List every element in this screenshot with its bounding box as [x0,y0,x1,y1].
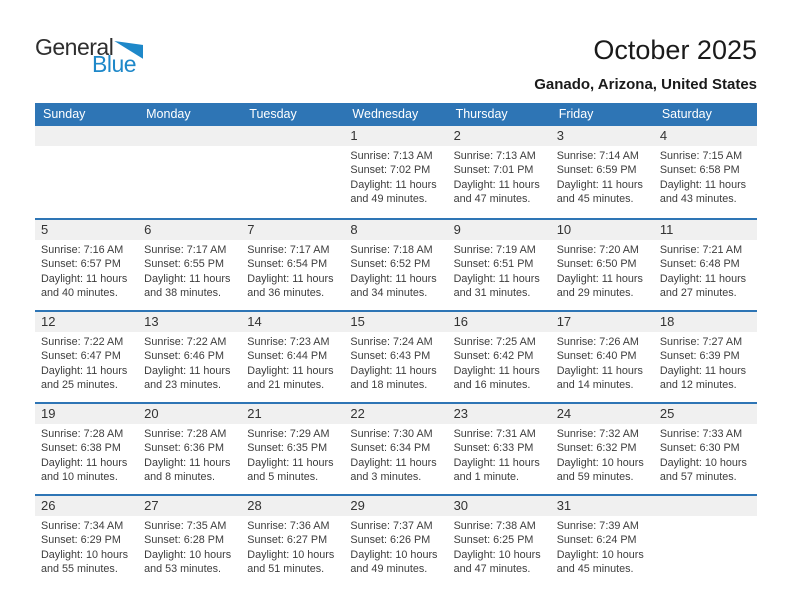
day-number: 24 [556,406,572,421]
empty-day-number [138,126,241,146]
sunset-text: Sunset: 6:47 PM [41,350,121,363]
daylight-text: Daylight: 10 hours [144,548,232,561]
day-number-strip [35,126,757,146]
day-number: 31 [556,498,572,513]
day-cell [35,516,138,586]
day-number: 23 [453,406,469,421]
daylight-text-continued: and 1 minute. [453,471,519,484]
day-cell [344,424,447,494]
logo-text-blue: Blue [92,51,137,77]
sunrise-text: Sunrise: 7:26 AM [556,336,639,348]
day-number: 13 [144,314,159,329]
day-number: 28 [247,498,262,513]
sunset-text: Sunset: 6:35 PM [247,442,328,455]
daylight-text: Daylight: 11 hours [659,178,747,191]
day-details-strip [35,332,757,402]
empty-day-number [654,496,757,516]
day-cell [344,146,447,216]
sunset-text: Sunset: 6:48 PM [659,258,740,271]
daylight-text: Daylight: 10 hours [556,548,644,561]
day-number: 9 [453,222,461,237]
daylight-text: Daylight: 10 hours [350,548,438,561]
daylight-text: Daylight: 11 hours [247,364,334,377]
sunrise-text: Sunrise: 7:17 AM [144,244,227,256]
sunset-text: Sunset: 6:29 PM [41,534,121,547]
week-row [35,402,757,494]
sunrise-text: Sunrise: 7:36 AM [247,520,330,532]
day-number: 20 [144,406,159,421]
day-number: 5 [41,222,49,237]
weekday-wednesday: Wednesday [352,107,419,121]
daylight-text-continued: and 45 minutes. [556,563,634,576]
sunrise-text: Sunrise: 7:20 AM [556,244,639,256]
sunrise-text: Sunrise: 7:38 AM [453,520,536,532]
daylight-text: Daylight: 11 hours [41,272,128,285]
daylight-text-continued: and 55 minutes. [41,563,118,576]
sunrise-text: Sunrise: 7:15 AM [659,150,743,162]
title-block [534,36,757,93]
sunrise-text: Sunrise: 7:28 AM [144,428,227,440]
day-details-strip [35,240,757,310]
logo-text-general: General [35,34,114,60]
day-number: 4 [659,128,668,143]
day-cell [138,516,241,586]
sunrise-text: Sunrise: 7:39 AM [556,520,639,532]
sunset-text: Sunset: 7:01 PM [453,164,534,177]
empty-day-cell [35,146,138,216]
sunset-text: Sunset: 6:51 PM [453,258,534,271]
page-title: October 2025 [593,35,757,65]
empty-day-cell [654,516,757,586]
day-number: 3 [556,128,564,143]
sunset-text: Sunset: 6:44 PM [247,350,328,363]
day-cell [448,146,551,216]
daylight-text: Daylight: 11 hours [556,364,643,377]
day-cell [35,240,138,310]
daylight-text: Daylight: 11 hours [453,178,540,191]
sunrise-text: Sunrise: 7:13 AM [350,150,433,162]
day-details-strip [35,424,757,494]
daylight-text: Daylight: 11 hours [41,456,128,469]
day-cell [138,424,241,494]
day-details-strip [35,146,757,216]
page-header [0,0,792,103]
weekday-monday: Monday [146,107,191,121]
weekday-friday: Friday [558,107,594,121]
week-row [35,218,757,310]
sunrise-text: Sunrise: 7:18 AM [350,244,433,256]
sunset-text: Sunset: 6:55 PM [144,258,224,271]
page-subtitle: Ganado, Arizona, United States [534,75,757,93]
daylight-text: Daylight: 11 hours [659,272,747,285]
day-cell [448,240,551,310]
weekday-sunday: Sunday [43,107,86,121]
day-cell [241,240,344,310]
day-cell [138,332,241,402]
day-number: 10 [556,222,572,237]
daylight-text-continued: and 53 minutes. [144,563,221,576]
daylight-text-continued: and 12 minutes. [659,379,737,392]
weekday-thursday: Thursday [455,107,508,121]
empty-day-cell [241,146,344,216]
sunrise-text: Sunrise: 7:14 AM [556,150,639,162]
day-number: 8 [350,222,358,237]
sunrise-text: Sunrise: 7:31 AM [453,428,536,440]
calendar-grid [35,126,757,586]
sunset-text: Sunset: 7:02 PM [350,164,431,177]
daylight-text-continued: and 47 minutes. [453,193,531,206]
daylight-text: Daylight: 11 hours [350,456,437,469]
daylight-text: Daylight: 10 hours [453,548,541,561]
day-number: 26 [41,498,56,513]
empty-day-cell [138,146,241,216]
sunrise-text: Sunrise: 7:37 AM [350,520,433,532]
sunrise-text: Sunrise: 7:28 AM [41,428,124,440]
day-cell [35,332,138,402]
day-cell [448,332,551,402]
sunrise-text: Sunrise: 7:25 AM [453,336,536,348]
sunrise-text: Sunrise: 7:24 AM [350,336,433,348]
daylight-text-continued: and 38 minutes. [144,287,221,300]
daylight-text: Daylight: 11 hours [659,364,747,377]
sunrise-text: Sunrise: 7:21 AM [659,244,743,256]
daylight-text: Daylight: 11 hours [144,456,231,469]
sunset-text: Sunset: 6:52 PM [350,258,431,271]
daylight-text-continued: and 51 minutes. [247,563,325,576]
sunset-text: Sunset: 6:40 PM [556,350,637,363]
week-row [35,494,757,586]
daylight-text: Daylight: 10 hours [556,456,644,469]
daylight-text-continued: and 59 minutes. [556,471,634,484]
day-cell [654,424,757,494]
daylight-text-continued: and 16 minutes. [453,379,531,392]
weekday-header [35,103,757,126]
day-number: 25 [659,406,675,421]
sunrise-text: Sunrise: 7:33 AM [659,428,743,440]
sunset-text: Sunset: 6:34 PM [350,442,431,455]
day-number: 18 [659,314,675,329]
daylight-text-continued: and 5 minutes. [247,471,319,484]
sunset-text: Sunset: 6:36 PM [144,442,224,455]
daylight-text: Daylight: 10 hours [659,456,747,469]
day-number-strip [35,312,757,332]
sunrise-text: Sunrise: 7:27 AM [659,336,743,348]
daylight-text: Daylight: 11 hours [41,364,128,377]
day-cell [35,424,138,494]
daylight-text-continued: and 21 minutes. [247,379,325,392]
sunset-text: Sunset: 6:32 PM [556,442,637,455]
sunrise-text: Sunrise: 7:29 AM [247,428,330,440]
day-cell [241,516,344,586]
daylight-text: Daylight: 11 hours [350,178,437,191]
day-number: 6 [144,222,152,237]
weekday-tuesday: Tuesday [249,107,297,121]
sunrise-text: Sunrise: 7:13 AM [453,150,536,162]
day-number: 2 [453,128,461,143]
sunset-text: Sunset: 6:26 PM [350,534,431,547]
sunset-text: Sunset: 6:24 PM [556,534,637,547]
sunset-text: Sunset: 6:33 PM [453,442,534,455]
sunrise-text: Sunrise: 7:19 AM [453,244,536,256]
week-row [35,310,757,402]
daylight-text-continued: and 57 minutes. [659,471,737,484]
sunset-text: Sunset: 6:54 PM [247,258,328,271]
daylight-text: Daylight: 11 hours [453,272,540,285]
sunrise-text: Sunrise: 7:30 AM [350,428,433,440]
sunrise-text: Sunrise: 7:23 AM [247,336,330,348]
day-number-strip [35,220,757,240]
sunset-text: Sunset: 6:25 PM [453,534,534,547]
day-number: 27 [144,498,159,513]
sunrise-text: Sunrise: 7:17 AM [247,244,330,256]
day-number: 21 [247,406,262,421]
daylight-text-continued: and 45 minutes. [556,193,634,206]
sunrise-text: Sunrise: 7:34 AM [41,520,124,532]
daylight-text-continued: and 3 minutes. [350,471,422,484]
daylight-text: Daylight: 11 hours [556,272,643,285]
day-cell [241,332,344,402]
sunset-text: Sunset: 6:38 PM [41,442,121,455]
daylight-text-continued: and 49 minutes. [350,193,428,206]
sunset-text: Sunset: 6:59 PM [556,164,637,177]
daylight-text-continued: and 8 minutes. [144,471,215,484]
sunrise-text: Sunrise: 7:16 AM [41,244,124,256]
day-number: 16 [453,314,469,329]
sunset-text: Sunset: 6:57 PM [41,258,121,271]
daylight-text-continued: and 23 minutes. [144,379,221,392]
daylight-text-continued: and 43 minutes. [659,193,737,206]
weekday-saturday: Saturday [661,107,712,121]
daylight-text-continued: and 18 minutes. [350,379,428,392]
daylight-text: Daylight: 11 hours [556,178,643,191]
sunset-text: Sunset: 6:50 PM [556,258,637,271]
day-number: 14 [247,314,262,329]
day-cell [344,240,447,310]
day-cell [344,332,447,402]
day-number: 15 [350,314,365,329]
daylight-text-continued: and 31 minutes. [453,287,531,300]
daylight-text: Daylight: 10 hours [247,548,335,561]
day-cell [448,424,551,494]
sunrise-text: Sunrise: 7:32 AM [556,428,639,440]
sunrise-text: Sunrise: 7:35 AM [144,520,227,532]
daylight-text-continued: and 14 minutes. [556,379,634,392]
daylight-text-continued: and 40 minutes. [41,287,118,300]
day-cell [654,146,757,216]
sunset-text: Sunset: 6:27 PM [247,534,328,547]
daylight-text-continued: and 25 minutes. [41,379,118,392]
day-number: 22 [350,406,365,421]
day-number: 29 [350,498,365,513]
sunset-text: Sunset: 6:28 PM [144,534,224,547]
daylight-text: Daylight: 11 hours [453,364,540,377]
daylight-text-continued: and 34 minutes. [350,287,428,300]
day-cell [241,424,344,494]
daylight-text: Daylight: 11 hours [247,456,334,469]
day-number: 12 [41,314,56,329]
daylight-text: Daylight: 10 hours [41,548,129,561]
sunset-text: Sunset: 6:42 PM [453,350,534,363]
empty-day-number [35,126,138,146]
day-number: 17 [556,314,572,329]
day-number: 30 [453,498,469,513]
day-cell [654,240,757,310]
day-number: 7 [247,222,255,237]
daylight-text: Daylight: 11 hours [247,272,334,285]
empty-day-number [241,126,344,146]
sunset-text: Sunset: 6:43 PM [350,350,431,363]
day-cell [551,424,654,494]
day-number: 1 [350,128,358,143]
day-cell [654,332,757,402]
daylight-text: Daylight: 11 hours [144,364,231,377]
daylight-text: Daylight: 11 hours [453,456,540,469]
sunset-text: Sunset: 6:58 PM [659,164,740,177]
daylight-text-continued: and 10 minutes. [41,471,118,484]
daylight-text-continued: and 36 minutes. [247,287,325,300]
calendar [35,103,757,586]
day-details-strip [35,516,757,586]
day-number-strip [35,404,757,424]
day-number-strip [35,496,757,516]
day-cell [551,240,654,310]
day-number: 11 [659,222,674,237]
sunrise-text: Sunrise: 7:22 AM [144,336,227,348]
general-blue-logo [35,36,143,76]
daylight-text: Daylight: 11 hours [350,364,437,377]
day-cell [551,516,654,586]
daylight-text-continued: and 47 minutes. [453,563,531,576]
day-number: 19 [41,406,56,421]
daylight-text: Daylight: 11 hours [350,272,437,285]
day-cell [344,516,447,586]
sunrise-text: Sunrise: 7:22 AM [41,336,124,348]
daylight-text-continued: and 29 minutes. [556,287,634,300]
sunset-text: Sunset: 6:39 PM [659,350,740,363]
sunset-text: Sunset: 6:30 PM [659,442,740,455]
sunset-text: Sunset: 6:46 PM [144,350,224,363]
day-cell [138,240,241,310]
day-cell [551,332,654,402]
daylight-text: Daylight: 11 hours [144,272,231,285]
daylight-text-continued: and 27 minutes. [659,287,737,300]
day-cell [448,516,551,586]
daylight-text-continued: and 49 minutes. [350,563,428,576]
week-row [35,126,757,218]
day-cell [551,146,654,216]
